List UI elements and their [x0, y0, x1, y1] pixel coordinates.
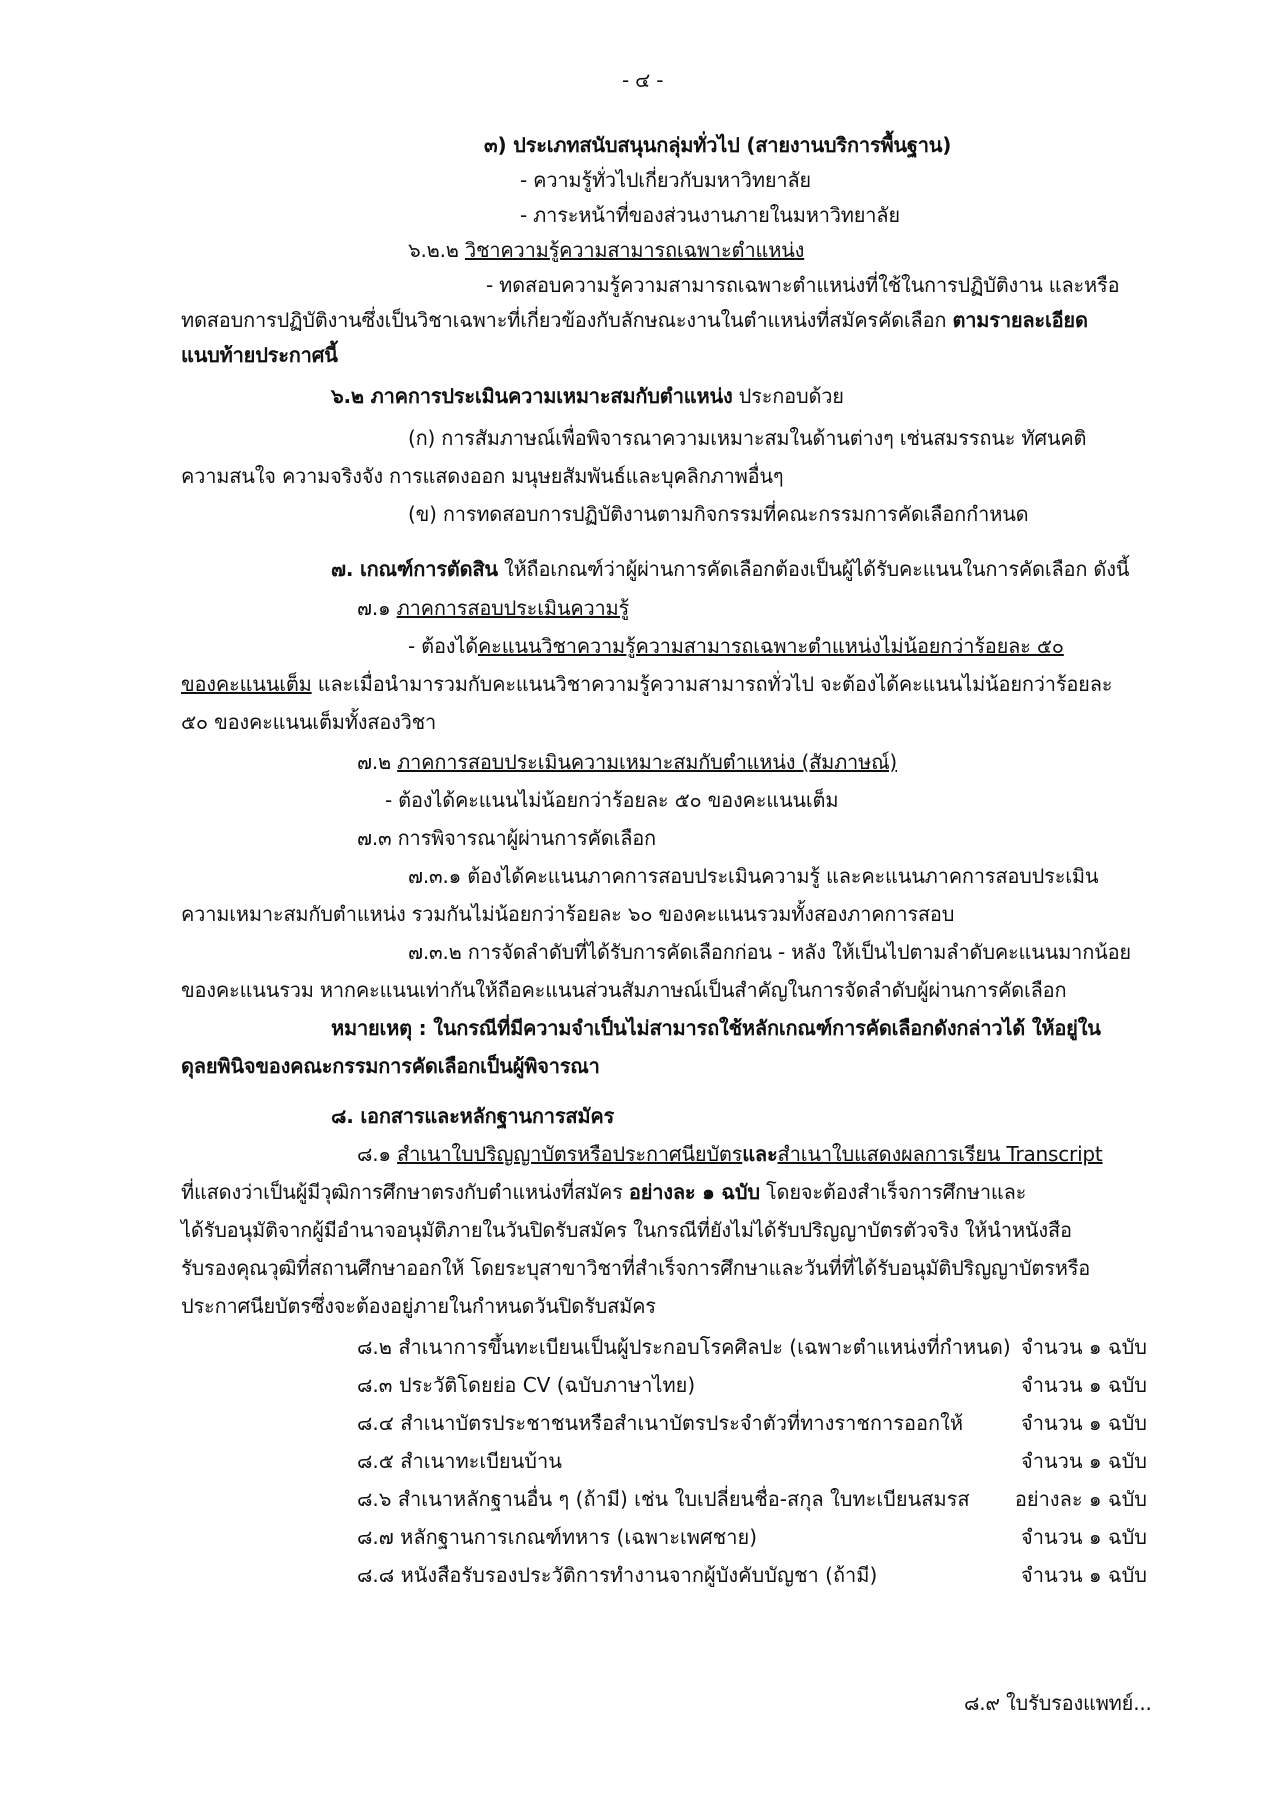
paragraph-line: ความเหมาะสมกับตำแหน่ง รวมกันไม่น้อยกว่าร้อยละ ๖๐ ของคะแนนรวมทั้งสองภาคการสอบ	[181, 902, 955, 926]
page-number: - ๔ -	[622, 68, 664, 92]
section-72-heading: ๗.๒ ภาคการสอบประเมินความเหมาะสมกับตำแหน่ง (สัมภาษณ์)	[357, 750, 898, 774]
paragraph-line: ทดสอบการปฏิบัติงานซึ่งเป็นวิชาเฉพาะที่เกี่ยวข้องกับลักษณะงานในตำแหน่งที่สมัครคัดเลือก ตามรายละเอียด	[181, 308, 1088, 332]
paragraph-line: ได้รับอนุมัติจากผู้มีอำนาจอนุมัติภายในวันปิดรับสมัคร ในกรณีที่ยังไม่ได้รับปริญญาบัตรตัวจริง ให้นำหนังสือ	[181, 1218, 1072, 1242]
section-81-line: ๘.๑ สำเนาใบปริญญาบัตรหรือประกาศนียบัตรและสำเนาใบแสดงผลการเรียน Transcript	[357, 1142, 1103, 1166]
paragraph-line: ๗.๓.๒ การจัดลำดับที่ได้รับการคัดเลือกก่อน - หลัง ให้เป็นไปตามลำดับคะแนนมากน้อย	[408, 940, 1131, 964]
paragraph-line: ๕๐ ของคะแนนเต็มทั้งสองวิชา	[181, 710, 437, 734]
paragraph-line: - ต้องได้คะแนนไม่น้อยกว่าร้อยละ ๕๐ ของคะแนนเต็ม	[385, 788, 839, 812]
paragraph-line: แนบท้ายประกาศนี้	[181, 343, 338, 367]
paragraph-line: ๗.๓.๑ ต้องได้คะแนนภาคการสอบประเมินความรู้ และคะแนนภาคการสอบประเมิน	[408, 864, 1099, 888]
section-71-heading: ๗.๑ ภาคการสอบประเมินความรู้	[357, 596, 630, 620]
paragraph-line: - ต้องได้คะแนนวิชาความรู้ความสามารถเฉพาะตำแหน่งไม่น้อยกว่าร้อยละ ๕๐	[408, 634, 1064, 658]
note-line: ดุลยพินิจของคณะกรรมการคัดเลือกเป็นผู้พิจารณา	[181, 1054, 600, 1078]
section-622-heading: ๖.๒.๒ วิชาความรู้ความสามารถเฉพาะตำแหน่ง	[408, 238, 805, 262]
note-line: หมายเหตุ : ในกรณีที่มีความจำเป็นไม่สามารถใช้หลักเกณฑ์การคัดเลือกดังกล่าวได้ ให้อยู่ใน	[331, 1016, 1101, 1040]
paragraph-line: ของคะแนนรวม หากคะแนนเท่ากันให้ถือคะแนนส่วนสัมภาษณ์เป็นสำคัญในการจัดลำดับผู้ผ่านการคัดเลือก	[181, 978, 1067, 1002]
paragraph-line: - ทดสอบความรู้ความสามารถเฉพาะตำแหน่งที่ใช้ในการปฏิบัติงาน และหรือ	[486, 273, 1120, 297]
section-3-item: - ภาระหน้าที่ของส่วนงานภายในมหาวิทยาลัย	[520, 203, 900, 227]
section-8-heading: ๘. เอกสารและหลักฐานการสมัคร	[331, 1104, 615, 1128]
paragraph-line: (ก) การสัมภาษณ์เพื่อพิจารณาความเหมาะสมในด้านต่างๆ เช่นสมรรถนะ ทัศนคติ	[408, 426, 1087, 450]
paragraph-line: ของคะแนนเต็ม และเมื่อนำมารวมกับคะแนนวิชาความรู้ความสามารถทั่วไป จะต้องได้คะแนนไม่น้อยกว่าร้อยละ	[181, 672, 1113, 696]
section-62-heading: ๖.๒ ภาคการประเมินความเหมาะสมกับตำแหน่ง ประกอบด้วย	[331, 384, 844, 408]
continuation-footer: ๘.๙ ใบรับรองแพทย์...	[964, 1691, 1152, 1715]
section-73-heading: ๗.๓ การพิจารณาผู้ผ่านการคัดเลือก	[357, 826, 656, 850]
paragraph-line: (ข) การทดสอบการปฏิบัติงานตามกิจกรรมที่คณะกรรมการคัดเลือกกำหนด	[408, 502, 1029, 526]
section-7-heading: ๗. เกณฑ์การตัดสิน ให้ถือเกณฑ์ว่าผู้ผ่านการคัดเลือกต้องเป็นผู้ได้รับคะแนนในการคัดเลือก ดังนี้	[331, 557, 1130, 581]
paragraph-line: ความสนใจ ความจริงจัง การแสดงออก มนุษยสัมพันธ์และบุคลิกภาพอื่นๆ	[181, 464, 784, 488]
section-3-item: - ความรู้ทั่วไปเกี่ยวกับมหาวิทยาลัย	[520, 168, 811, 192]
section-3-heading: ๓) ประเภทสนับสนุนกลุ่มทั่วไป (สายงานบริการพื้นฐาน)	[484, 133, 952, 157]
paragraph-line: รับรองคุณวุฒิที่สถานศึกษาออกให้ โดยระบุสาขาวิชาที่สำเร็จการศึกษาและวันที่ที่ได้รับอนุมัติปริญญาบัตรหรือ	[181, 1256, 1091, 1280]
paragraph-line: ที่แสดงว่าเป็นผู้มีวุฒิการศึกษาตรงกับตำแหน่งที่สมัคร อย่างละ ๑ ฉบับ โดยจะต้องสำเร็จการศึกษาและ	[181, 1180, 1027, 1204]
paragraph-line: ประกาศนียบัตรซึ่งจะต้องอยู่ภายในกำหนดวันปิดรับสมัคร	[181, 1294, 656, 1318]
